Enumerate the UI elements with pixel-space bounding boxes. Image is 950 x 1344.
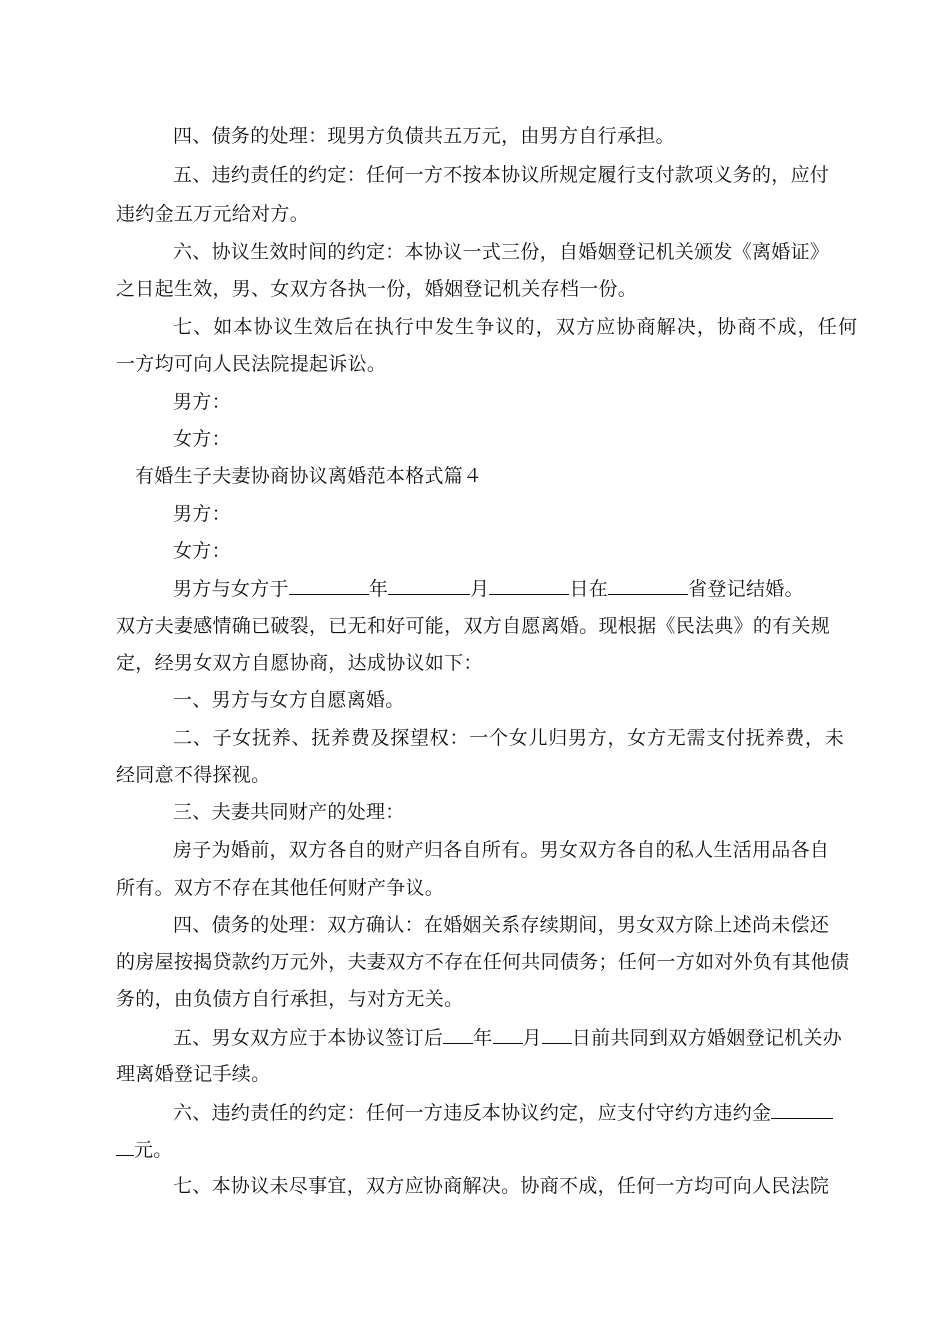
blank-field [388,576,470,595]
paragraph-line: 的房屋按揭贷款约万元外，夫妻双方不存在任何共同债务；任何一方如对外负有其他债 [116,951,850,973]
line-text: 男方与女方于 [173,578,289,600]
blank-field [493,1025,523,1044]
section-heading: 有婚生子夫妻协商协议离婚范本格式篇４ [135,465,483,487]
line-text: 五、男女双方应于本协议签订后 [173,1027,444,1049]
signature-label-female: 女方： [173,428,231,450]
paragraph-line: 一方均可向人民法院提起诉讼。 [116,353,387,375]
paragraph-line: 双方夫妻感情确已破裂，已无和好可能，双方自愿离婚。现根据《民法典》的有关规 [116,615,831,637]
paragraph-line: 七、如本协议生效后在执行中发生争议的，双方应协商解决，协商不成，任何 [173,316,859,338]
paragraph-line: 六、协议生效时间的约定：本协议一式三份，自婚姻登记机关颁发《离婚证》 [173,241,830,263]
paragraph-line: 七、本协议未尽事宜，双方应协商解决。协商不成，任何一方均可向人民法院 [173,1175,830,1197]
line-text: 月 [522,1027,542,1049]
line-text: 日前共同到双方婚姻登记机关办 [571,1027,843,1049]
party-label-male: 男方： [173,503,231,525]
line-text: 元。 [134,1139,173,1161]
line-text: 六、违约责任的约定：任何一方违反本协议约定，应支付守约方违约金 [173,1102,772,1124]
paragraph-line: 理离婚登记手续。 [116,1063,271,1085]
paragraph-line: 三、夫妻共同财产的处理： [173,801,405,823]
blank-field [116,1137,134,1156]
paragraph-line: 二、子女抚养、抚养费及探望权：一个女儿归男方，女方无需支付抚养费，未 [173,727,845,749]
paragraph-line: 房子为婚前，双方各自的财产归各自所有。男女双方各自的私人生活用品各自 [173,839,830,861]
penalty-line [173,1100,833,1124]
party-label-female: 女方： [173,540,231,562]
blank-field [542,1025,572,1044]
paragraph-line: 之日起生效，男、女双方各执一份，婚姻登记机关存档一份。 [116,278,638,300]
blank-field [443,1025,473,1044]
paragraph-line: 违约金五万元给对方。 [116,203,310,225]
paragraph-line: 务的，由负债方自行承担，与对方无关。 [116,988,464,1010]
paragraph-line: 一、男方与女方自愿离婚。 [173,689,405,711]
line-text: 年 [473,1027,493,1049]
line-text: 年 [368,578,389,600]
paragraph-line: 经同意不得探视。 [116,764,271,786]
paragraph-line: 四、债务的处理：现男方负债共五万元，由男方自行承担。 [173,125,675,147]
divorce-registration-line [173,1025,842,1049]
paragraph-line: 所有。双方不存在其他任何财产争议。 [116,877,445,899]
paragraph-line: 五、违约责任的约定：任何一方不按本协议所规定履行支付款项义务的，应付 [173,164,830,186]
line-text: 省登记结婚。 [688,578,804,600]
marriage-registration-line [173,576,804,600]
blank-field [289,576,369,595]
signature-label-male: 男方： [173,391,231,413]
line-text: 月 [470,578,490,600]
line-text: 日在 [569,578,609,600]
paragraph-line: 定，经男女双方自愿协商，达成协议如下： [116,652,483,674]
penalty-line-end [116,1137,173,1161]
blank-field [489,576,569,595]
blank-field [771,1100,833,1119]
paragraph-line: 四、债务的处理：双方确认：在婚姻关系存续期间，男女双方除上述尚未偿还 [173,914,830,936]
blank-field [608,576,688,595]
